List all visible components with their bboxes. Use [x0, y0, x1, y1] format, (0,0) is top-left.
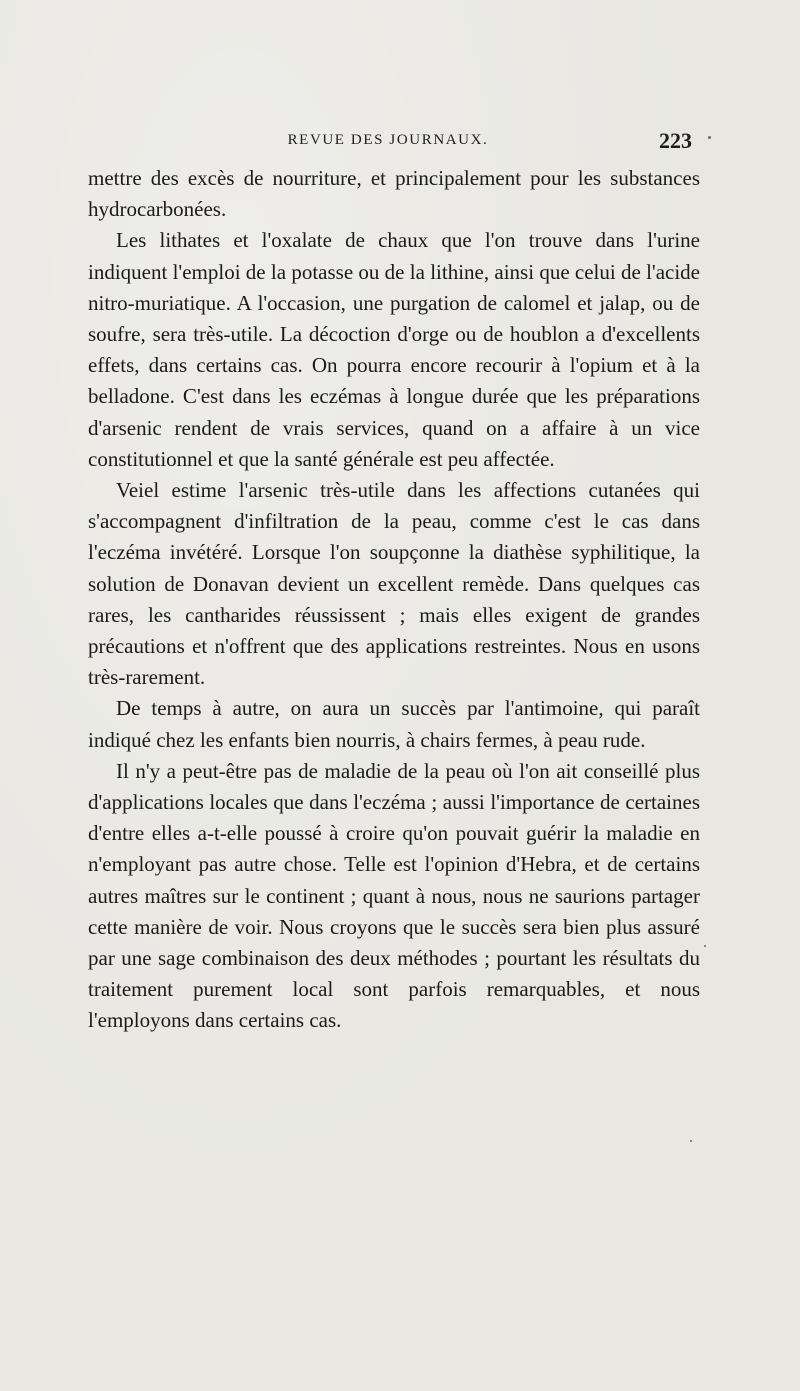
running-title: REVUE DES JOURNAUX. [287, 132, 489, 148]
page-header [88, 128, 692, 154]
page-number: 223 [659, 128, 692, 153]
paragraph: Veiel estime l'arsenic très-utile dans les affections cutanées qui s'accompagnent d'infiltration de la peau, comme c'est le cas dans l'eczéma invétéré. Lorsque l'on soupçonne la diathèse syphilitique, la solution de Donavan devient un excellent remède. Dans quelques cas rares, les cantharides réussissent ; mais elles exigent de grandes précautions et n'offrent que des applications restreintes. Nous en usons très-rarement. [88, 478, 700, 690]
paragraph: Les lithates et l'oxalate de chaux que l'on trouve dans l'urine indiquent l'emploi de la potasse ou de la lithine, ainsi que celui de l'acide nitro-muriatique. A l'occasion, une purgation de calomel et jalap, ou de soufre, sera très-utile. La décoction d'orge ou de houblon a d'excellents effets, dans certains cas. On pourra encore recourir à l'opium et à la belladone. C'est dans les eczémas à longue durée que les préparations d'arsenic rendent de vrais services, quand on a affaire à un vice constitutionnel et que la santé générale est peu affectée. [88, 228, 700, 471]
paper-speck [704, 945, 706, 947]
paragraph: De temps à autre, on aura un succès par l'antimoine, qui paraît indiqué chez les enfants bien nourris, à chairs fermes, à peau rude. [88, 696, 700, 752]
paragraph: mettre des excès de nourriture, et principalement pour les substances hydrocarbonées. [88, 166, 700, 222]
paper-speck [690, 1140, 692, 1142]
paragraph: Il n'y a peut-être pas de maladie de la peau où l'on ait conseillé plus d'applications locales que dans l'eczéma ; aussi l'importance de certaines d'entre elles a-t-elle poussé à croire qu'on pouvait guérir la maladie en n'employant pas autre chose. Telle est l'opinion d'Hebra, et de certains autres maîtres sur le continent ; quant à nous, nous ne saurions partager cette manière de voir. Nous croyons que le succès sera bien plus assuré par une sage combinaison des deux méthodes ; pourtant les résultats du traitement purement local sont parfois remarquables, et nous l'employons dans certains cas. [88, 758, 700, 1033]
paper-speck [708, 136, 711, 139]
body-text [88, 163, 700, 1037]
